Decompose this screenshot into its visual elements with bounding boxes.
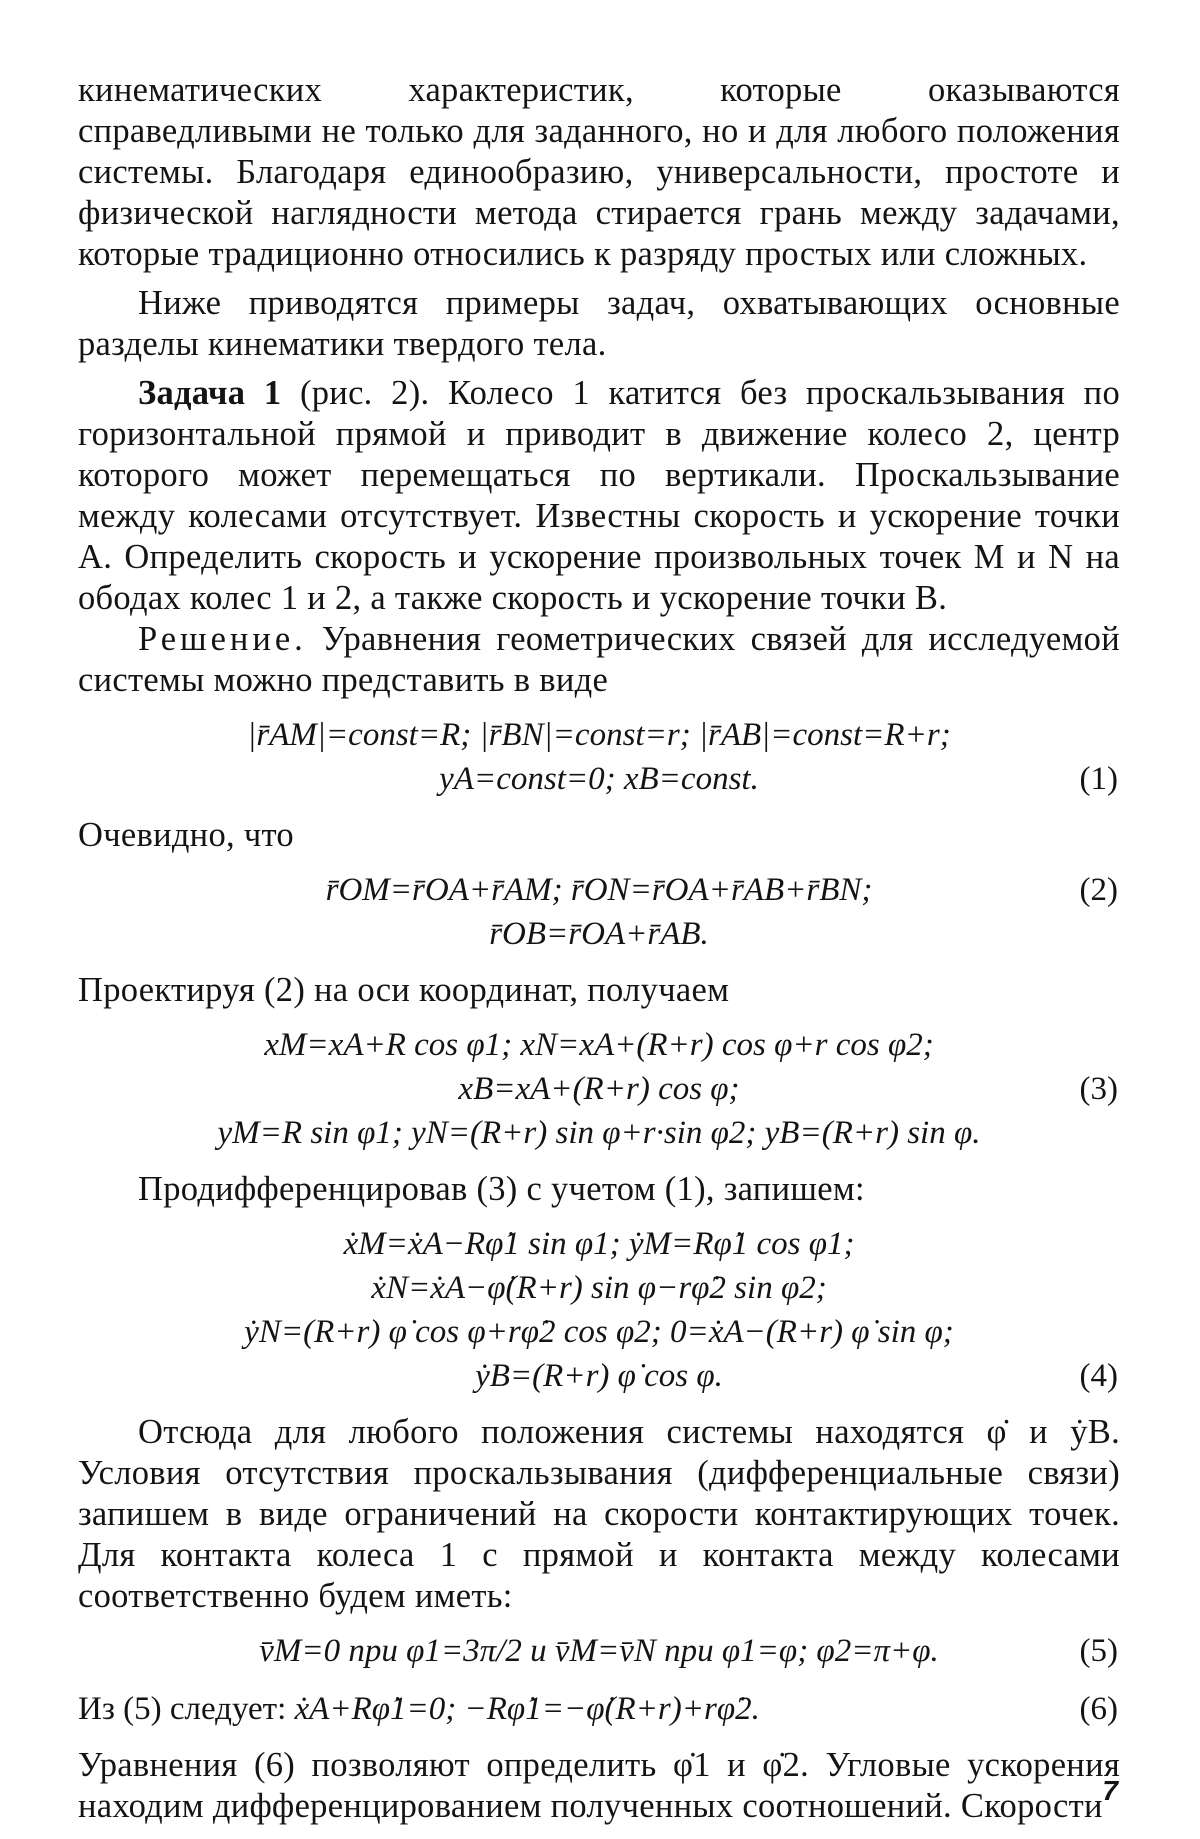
equation-3-number: (3) — [1079, 1071, 1118, 1107]
equation-3-line-1: xM=xA+R cos φ1; xN=xA+(R+r) cos φ+r cos φ2; — [264, 1027, 934, 1063]
solution-text: Уравнения геометрических связей для исследуемой системы можно представить в виде — [78, 620, 1120, 699]
equation-1 — [78, 713, 1120, 801]
task1-label: Задача 1 — [138, 374, 282, 412]
solution-label: Решение. — [138, 620, 307, 658]
equation-2-number: (2) — [1079, 872, 1118, 908]
equation-5 — [78, 1629, 1120, 1673]
equation-4-line-4 — [78, 1354, 1120, 1398]
solution-paragraph — [78, 619, 1120, 701]
equation-4 — [78, 1222, 1120, 1398]
hence-paragraph: Отсюда для любого положения системы находятся φ̇ и ẏB. Условия отсутствия проскальзывания (дифференциальные связи) запишем в виде ограничений на скорости контактирующих точек. Для контакта колеса 1 с прямой и контакта между колесами соответственно будем иметь: — [78, 1413, 1120, 1615]
equation-4-line-4-text: ẏB=(R+r) φ̇ cos φ. — [475, 1358, 723, 1394]
equation-6 — [78, 1687, 1120, 1731]
equation-2-line-2: r̄OB=r̄OA+r̄AB. — [489, 916, 709, 952]
equation-3-line-3: yM=R sin φ1; yN=(R+r) sin φ+r·sin φ2; yB=(R+r) sin φ. — [217, 1115, 981, 1151]
equation-1-line-2-text: yA=const=0; xB=const. — [439, 761, 759, 797]
task1-text: (рис. 2). Колесо 1 катится без проскальзывания по горизонтальной прямой и приводит в движение колесо 2, центр которого может перемещаться по вертикали. Проскальзывание между колесами отсутствует. Известны скорость и ускорение точки A. Определить скорость и ускорение произвольных точек M и N на ободах колес 1 и 2, а также скорость и ускорение точки B. — [78, 374, 1120, 617]
task1-paragraph — [78, 373, 1120, 619]
closing-paragraph: Уравнения (6) позволяют определить φ̇1 и φ̇2. Угловые ускорения находим дифференцированием полученных соотношений. Скорости — [78, 1746, 1120, 1825]
equation-1-line-1: |r̄AM|=const=R; |r̄BN|=const=r; |r̄AB|=const=R+r; — [247, 717, 951, 753]
equation-2 — [78, 868, 1120, 956]
equation-4-line-3: ẏN=(R+r) φ̇ cos φ+rφ̇2 cos φ2; 0=ẋA−(R+r) φ̇ sin φ; — [244, 1314, 954, 1350]
differentiating-paragraph: Продифференцировав (3) с учетом (1), запишем: — [138, 1170, 865, 1208]
equation-4-line-1: ẋM=ẋA−Rφ̇1 sin φ1; ẏM=Rφ̇1 cos φ1; — [343, 1226, 855, 1262]
equation-6-formula: ẋA+Rφ̇1=0; −Rφ̇1=−φ̇(R+r)+rφ̇2. — [294, 1691, 760, 1727]
equation-5-line-1-text: v̄M=0 при φ1=3π/2 и v̄M=v̄N при φ1=φ; φ2=π+φ. — [259, 1633, 939, 1669]
equation-3-line-2 — [78, 1067, 1120, 1111]
page-number: 7 — [1102, 1775, 1118, 1806]
equation-6-number: (6) — [1079, 1691, 1118, 1727]
equation-4-number: (4) — [1079, 1358, 1118, 1394]
projecting-paragraph: Проектируя (2) на оси координат, получаем — [78, 971, 730, 1009]
equation-6-line-1 — [78, 1687, 1120, 1731]
equation-1-number: (1) — [1079, 761, 1118, 797]
equation-2-line-1 — [78, 868, 1120, 912]
equation-6-lead: Из (5) следует: — [78, 1691, 295, 1727]
examples-paragraph: Ниже приводятся примеры задач, охватывающих основные разделы кинематики твердого тела. — [78, 284, 1120, 363]
intro-paragraph: кинематических характеристик, которые оказываются справедливыми не только для заданного, но и для любого положения системы. Благодаря единообразию, универсальности, простоте и физической наглядности метода стирается грань между задачами, которые традиционно относились к разряду простых или сложных. — [78, 71, 1120, 273]
equation-1-line-2 — [78, 757, 1120, 801]
equation-2-line-1-text: r̄OM=r̄OA+r̄AM; r̄ON=r̄OA+r̄AB+r̄BN; — [325, 872, 873, 908]
equation-3-line-2-text: xB=xA+(R+r) cos φ; — [458, 1071, 740, 1107]
equation-5-number: (5) — [1079, 1633, 1118, 1669]
equation-3 — [78, 1023, 1120, 1155]
equation-5-line-1 — [78, 1629, 1120, 1673]
equation-4-line-2: ẋN=ẋA−φ̇(R+r) sin φ−rφ̇2 sin φ2; — [371, 1270, 827, 1306]
obviously-paragraph: Очевидно, что — [78, 816, 294, 854]
